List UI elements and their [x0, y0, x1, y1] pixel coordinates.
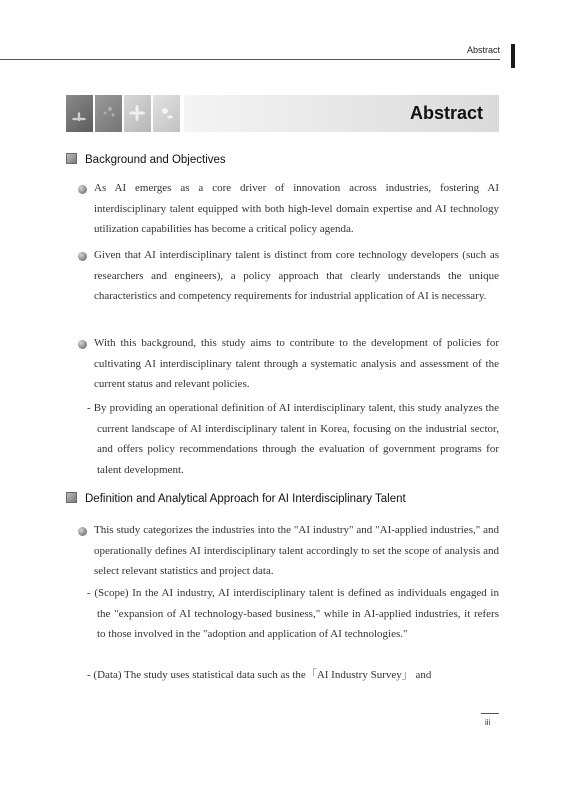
abstract-banner: [66, 95, 499, 132]
sub-item: - (Data) The study uses statistical data such as the「AI Industry Survey」 and: [87, 669, 432, 681]
sub-item: - (Scope) In the AI industry, AI interdisciplinary talent is defined as individuals engaged in the "expansion of AI technology-based business," while in AI-applied industries, it refers to those involved in the "adoption and application of AI technologies.": [87, 587, 499, 640]
square-bullet-icon: [66, 153, 77, 164]
flower-icon: [156, 101, 177, 127]
bullet-paragraph: With this background, this study aims to contribute to the development of policies for cultivating AI interdisciplinary talent through a systematic analysis and assessment of the current status and relevant policies.: [94, 337, 499, 390]
banner-band: [184, 95, 499, 132]
header-marker-bar: [511, 44, 515, 68]
decorative-tile: [124, 95, 151, 132]
running-header: Abstract: [466, 45, 500, 55]
bullet-paragraph: This study categorizes the industries into the "AI industry" and "AI-applied industries," and operationally defines AI interdisciplinary talent accordingly to set the scope of analysis and select relevant statistics and project data.: [94, 524, 499, 577]
section-heading: [66, 153, 226, 166]
sub-item: - By providing an operational definition of AI interdisciplinary talent, this study analyzes the current landscape of AI interdisciplinary talent in Korea, focusing on the industrial sector, and offers policy recommendations through the evaluation of government programs for talent development.: [87, 402, 499, 476]
bullet-dot-icon: [78, 185, 87, 194]
banner-title: Abstract: [409, 103, 483, 123]
bullet-dot-icon: [78, 252, 87, 261]
bullet-paragraph: As AI emerges as a core driver of innovation across industries, fostering AI interdisciplinary talent equipped with both high-level domain expertise and AI technology utilization capabilities has become a critical policy agenda.: [94, 182, 499, 235]
bullet-paragraph: Given that AI interdisciplinary talent is distinct from core technology developers (such as researchers and engineers), a policy approach that clearly understands the unique characteristics and competency requirements for industrial application of AI is necessary.: [94, 249, 499, 302]
page-number: iii: [485, 718, 491, 727]
header-rule: [0, 59, 500, 60]
bullet-dot-icon: [78, 527, 87, 536]
flower-icon: [98, 101, 119, 127]
section-heading-text: Background and Objectives: [85, 154, 226, 166]
footer-rule: [481, 713, 499, 714]
square-bullet-icon: [66, 492, 77, 503]
section-heading: [66, 492, 406, 505]
flower-icon: [69, 101, 90, 127]
decorative-tile: [66, 95, 93, 132]
bullet-dot-icon: [78, 340, 87, 349]
decorative-tile: [95, 95, 122, 132]
section-heading-text: Definition and Analytical Approach for AI Interdisciplinary Talent: [85, 493, 406, 505]
flower-icon: [127, 101, 148, 127]
decorative-tile: [153, 95, 180, 132]
